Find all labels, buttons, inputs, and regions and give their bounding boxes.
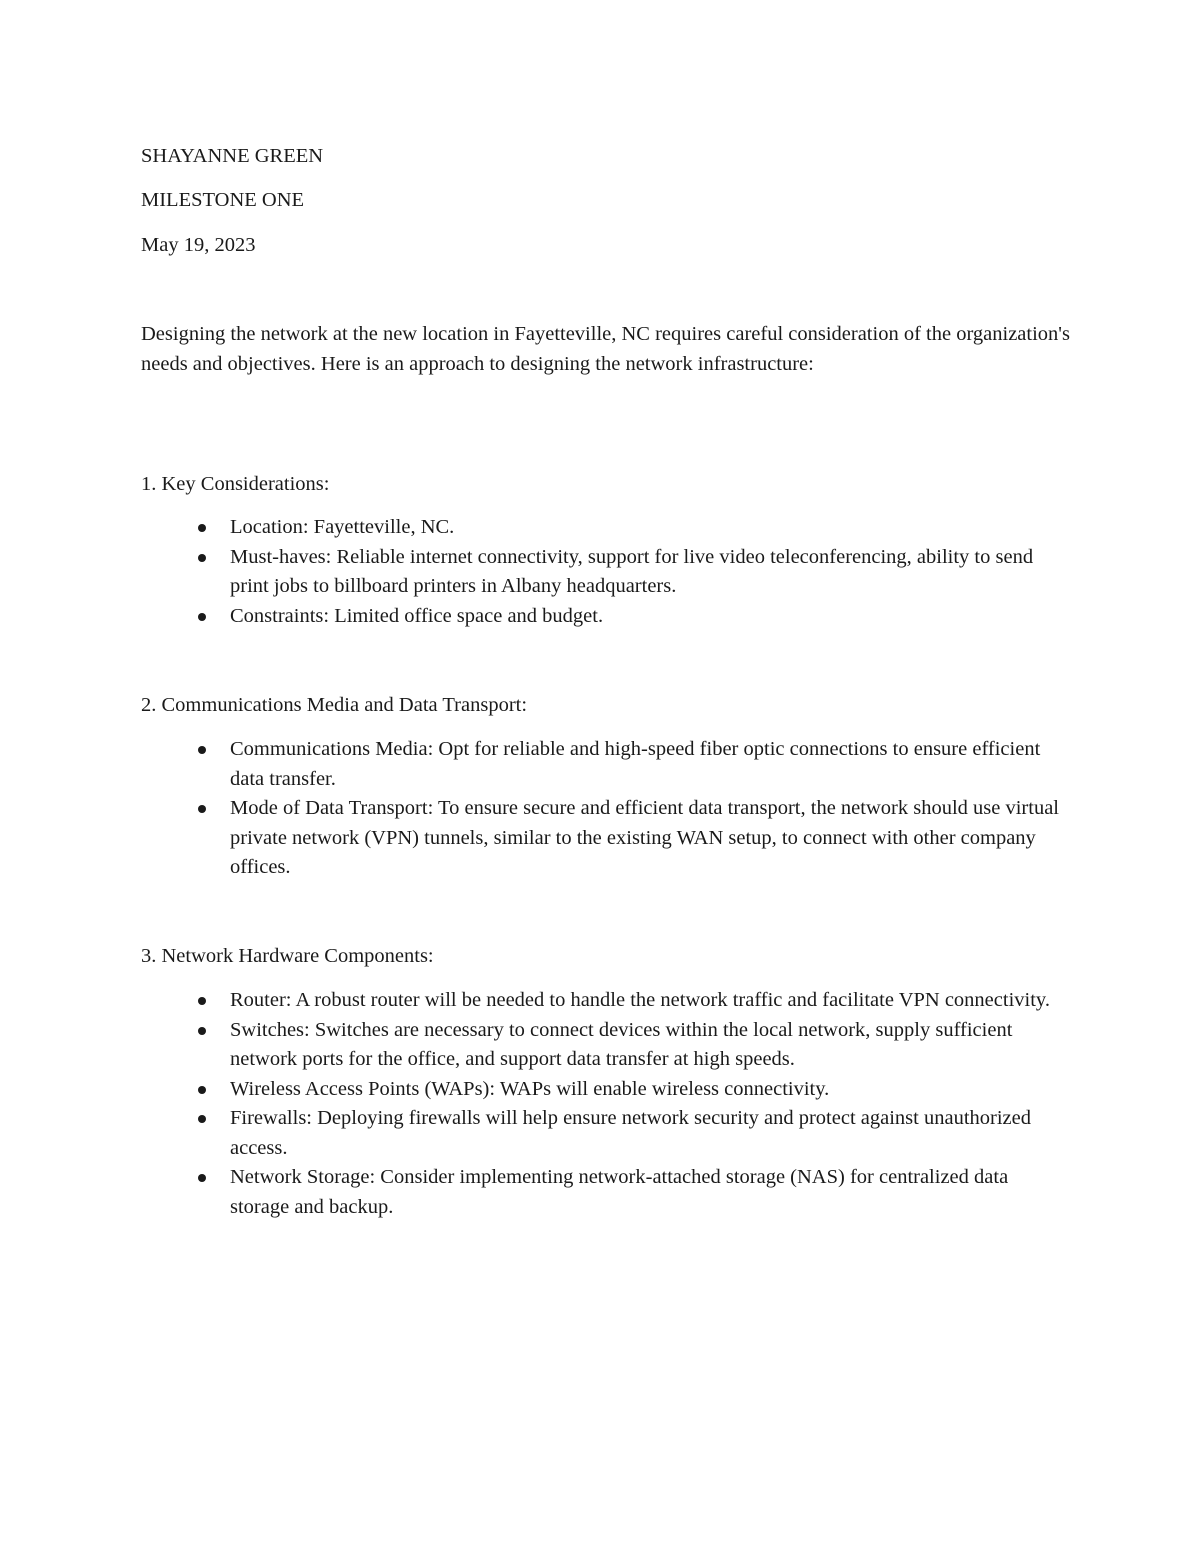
list-item [141, 1104, 1071, 1163]
bullet-icon [198, 524, 206, 532]
list-item [141, 1163, 1071, 1222]
intro-paragraph: Designing the network at the new location in Fayetteville, NC requires careful consideration of the organization's needs and objectives. Here is an approach to designing the network infrastructure: [141, 323, 1070, 375]
communications-list [141, 735, 1071, 883]
list-item-text: Constraints: Limited office space and budget. [230, 604, 604, 627]
document-date: May 19, 2023 [141, 234, 256, 256]
section-heading-key-considerations: 1. Key Considerations: [141, 473, 330, 495]
bullet-icon [198, 805, 206, 813]
bullet-icon [198, 997, 206, 1005]
list-item [141, 513, 1071, 543]
bullet-icon [198, 554, 206, 562]
key-considerations-list [141, 513, 1071, 631]
bullet-icon [198, 746, 206, 754]
list-item [141, 1075, 1071, 1105]
list-item-text: Wireless Access Points (WAPs): WAPs will enable wireless connectivity. [230, 1077, 830, 1100]
list-item-text: Communications Media: Opt for reliable and high-speed fiber optic connections to ensure efficient data transfer. [230, 738, 1041, 790]
author-name: SHAYANNE GREEN [141, 145, 324, 167]
list-item-text: Must-haves: Reliable internet connectivity, support for live video teleconferencing, ability to send print jobs to billboard printers in Albany headquarters. [230, 545, 1034, 597]
list-item [141, 794, 1071, 883]
list-item-text: Router: A robust router will be needed to handle the network traffic and facilitate VPN connectivity. [230, 989, 1050, 1011]
hardware-components-list [141, 986, 1071, 1222]
list-item-text: Switches: Switches are necessary to connect devices within the local network, supply sufficient network ports for the office, and support data transfer at high speeds. [230, 1018, 1013, 1070]
list-item [141, 986, 1071, 1016]
list-item [141, 602, 1071, 632]
list-item-text: Mode of Data Transport: To ensure secure and efficient data transport, the network should use virtual private network (VPN) tunnels, similar to the existing WAN setup, to connect with other company offices. [230, 797, 1059, 878]
bullet-icon [198, 1174, 206, 1182]
list-item [141, 1016, 1071, 1075]
bullet-icon [198, 1086, 206, 1094]
bullet-icon [198, 1115, 206, 1123]
list-item [141, 735, 1071, 794]
list-item [141, 543, 1071, 602]
list-item-text: Network Storage: Consider implementing network-attached storage (NAS) for centralized data storage and backup. [230, 1166, 1009, 1218]
section-heading-hardware: 3. Network Hardware Components: [141, 945, 434, 967]
assignment-title: MILESTONE ONE [141, 189, 305, 211]
list-item-text: Firewalls: Deploying firewalls will help ensure network security and protect against unauthorized access. [230, 1107, 1031, 1159]
list-item-text: Location: Fayetteville, NC. [230, 516, 455, 538]
bullet-icon [198, 1027, 206, 1035]
section-heading-communications: 2. Communications Media and Data Transport: [141, 694, 528, 716]
bullet-icon [198, 613, 206, 621]
